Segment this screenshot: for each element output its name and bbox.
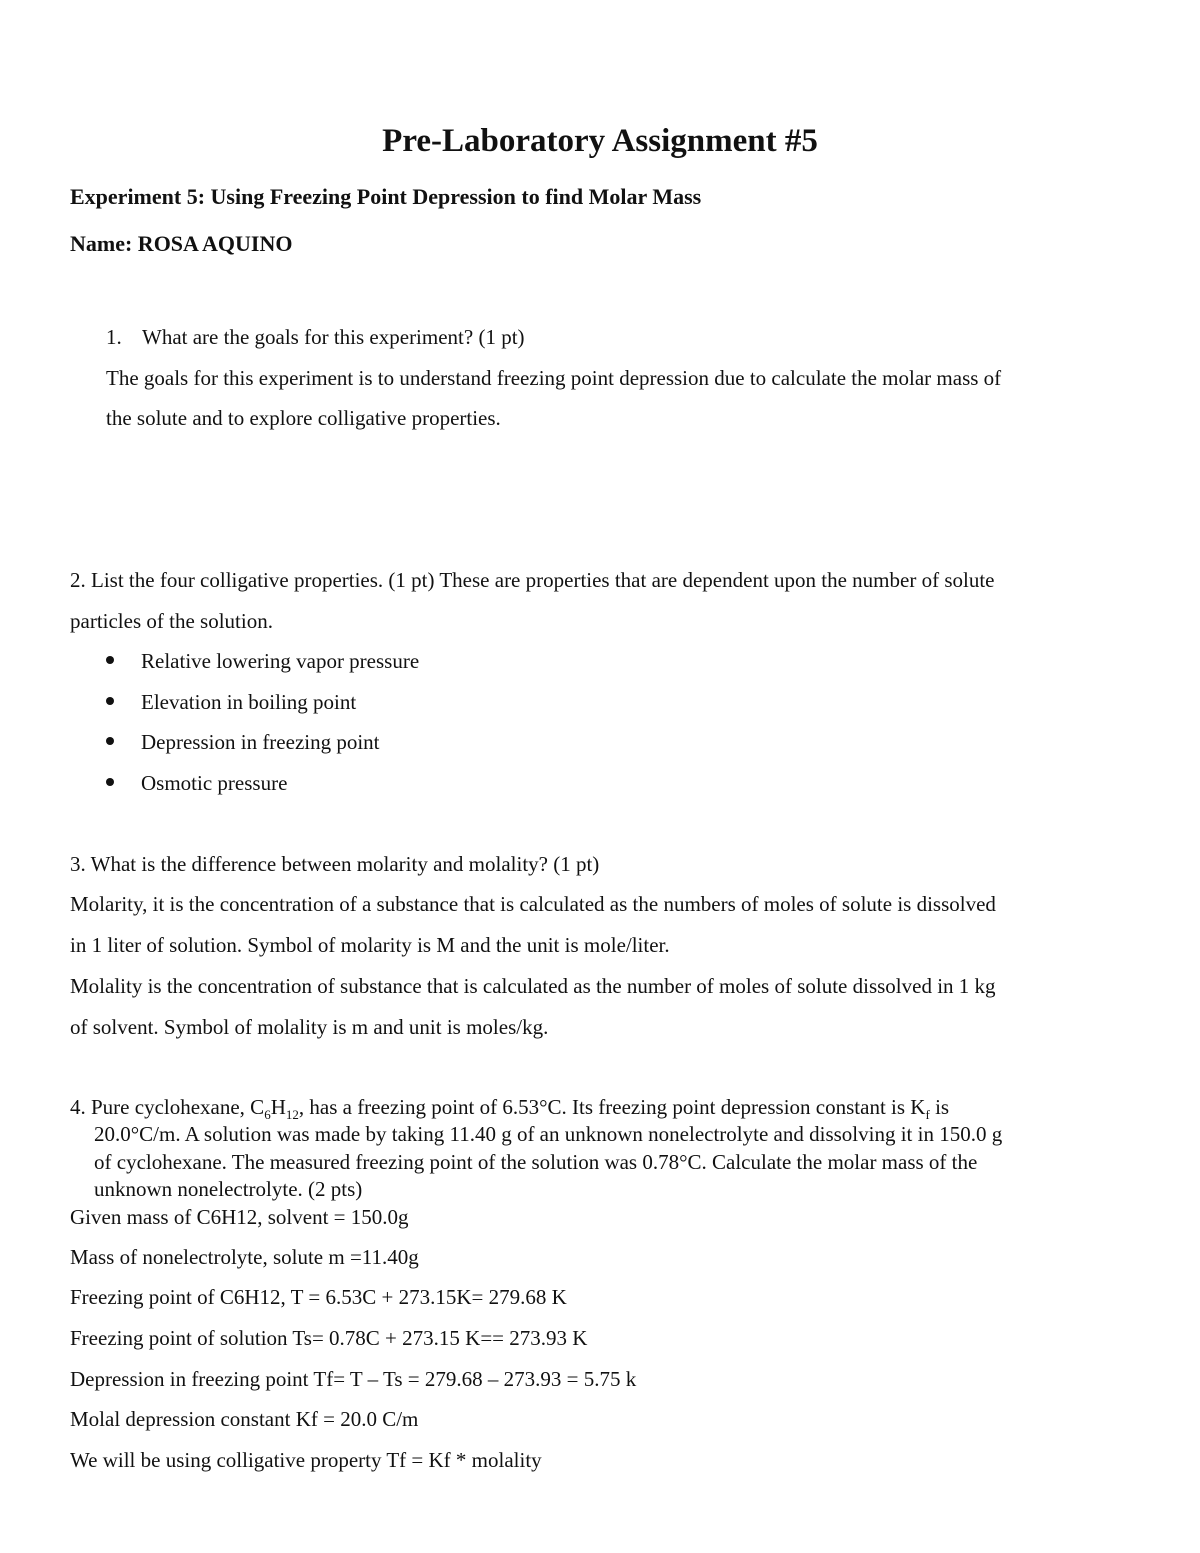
q4-text: 4. Pure cyclohexane, C bbox=[70, 1095, 265, 1119]
q2-question-cont: particles of the solution. bbox=[70, 609, 273, 633]
bullet-icon bbox=[106, 778, 114, 786]
bullet-icon bbox=[106, 737, 114, 745]
q4-text: is bbox=[929, 1095, 950, 1119]
q4-text: , has a freezing point of 6.53°C. Its freezing point depression constant is K bbox=[298, 1095, 926, 1119]
q2-bullet-item: Depression in freezing point bbox=[141, 730, 380, 754]
q2-bullet-item: Elevation in boiling point bbox=[141, 690, 357, 714]
q4-work-line: Depression in freezing point Tf= T – Ts = 279.68 – 273.93 = 5.75 k bbox=[70, 1367, 637, 1391]
q1-answer-line: the solute and to explore colligative properties. bbox=[106, 406, 501, 430]
experiment-heading: Experiment 5: Using Freezing Point Depression to find Molar Mass bbox=[70, 184, 702, 209]
q4-question-line: 20.0°C/m. A solution was made by taking 11.40 g of an unknown nonelectrolyte and dissolving it in 150.0 g bbox=[94, 1122, 1003, 1146]
q4-subscript: 6 bbox=[264, 1107, 271, 1123]
q3-question: 3. What is the difference between molarity and molality? (1 pt) bbox=[70, 852, 600, 876]
q4-work-line: Given mass of C6H12, solvent = 150.0g bbox=[70, 1205, 409, 1229]
q3-answer-line: Molality is the concentration of substance that is calculated as the number of moles of solute dissolved in 1 kg bbox=[70, 974, 996, 998]
bullet-icon bbox=[106, 656, 114, 664]
q4-work-line: Mass of nonelectrolyte, solute m =11.40g bbox=[70, 1245, 419, 1269]
q4-question-line bbox=[70, 1095, 950, 1123]
q4-subscript: f bbox=[925, 1107, 930, 1123]
bullet-icon bbox=[106, 697, 114, 705]
page-title: Pre-Laboratory Assignment #5 bbox=[382, 123, 818, 159]
q2-bullet-item: Relative lowering vapor pressure bbox=[141, 649, 420, 673]
q4-text: H bbox=[270, 1095, 286, 1119]
q2-bullet-item: Osmotic pressure bbox=[141, 771, 288, 795]
q4-question-line: unknown nonelectrolyte. (2 pts) bbox=[94, 1177, 363, 1201]
q4-work-line: Molal depression constant Kf = 20.0 C/m bbox=[70, 1407, 419, 1431]
q1-number: 1. bbox=[106, 325, 122, 349]
q4-work-line: Freezing point of solution Ts= 0.78C + 273.15 K== 273.93 K bbox=[70, 1326, 588, 1350]
q4-subscript: 12 bbox=[285, 1107, 299, 1123]
q3-answer-line: of solvent. Symbol of molality is m and unit is moles/kg. bbox=[70, 1015, 549, 1039]
q1-answer-line: The goals for this experiment is to understand freezing point depression due to calculate the molar mass of bbox=[106, 366, 1002, 390]
q1-question: What are the goals for this experiment? (1 pt) bbox=[142, 325, 525, 349]
q4-work-line: Freezing point of C6H12, T = 6.53C + 273.15K= 279.68 K bbox=[70, 1285, 567, 1309]
q3-answer-line: Molarity, it is the concentration of a substance that is calculated as the numbers of moles of solute is dissolved bbox=[70, 892, 996, 916]
q4-work-line: We will be using colligative property Tf = Kf * molality bbox=[70, 1448, 542, 1472]
q3-answer-line: in 1 liter of solution. Symbol of molarity is M and the unit is mole/liter. bbox=[70, 933, 670, 957]
student-name: Name: ROSA AQUINO bbox=[70, 231, 293, 256]
q2-question: 2. List the four colligative properties. (1 pt) These are properties that are dependent upon the number of solute bbox=[70, 568, 995, 592]
q4-question-line: of cyclohexane. The measured freezing point of the solution was 0.78°C. Calculate the molar mass of the bbox=[94, 1150, 978, 1174]
